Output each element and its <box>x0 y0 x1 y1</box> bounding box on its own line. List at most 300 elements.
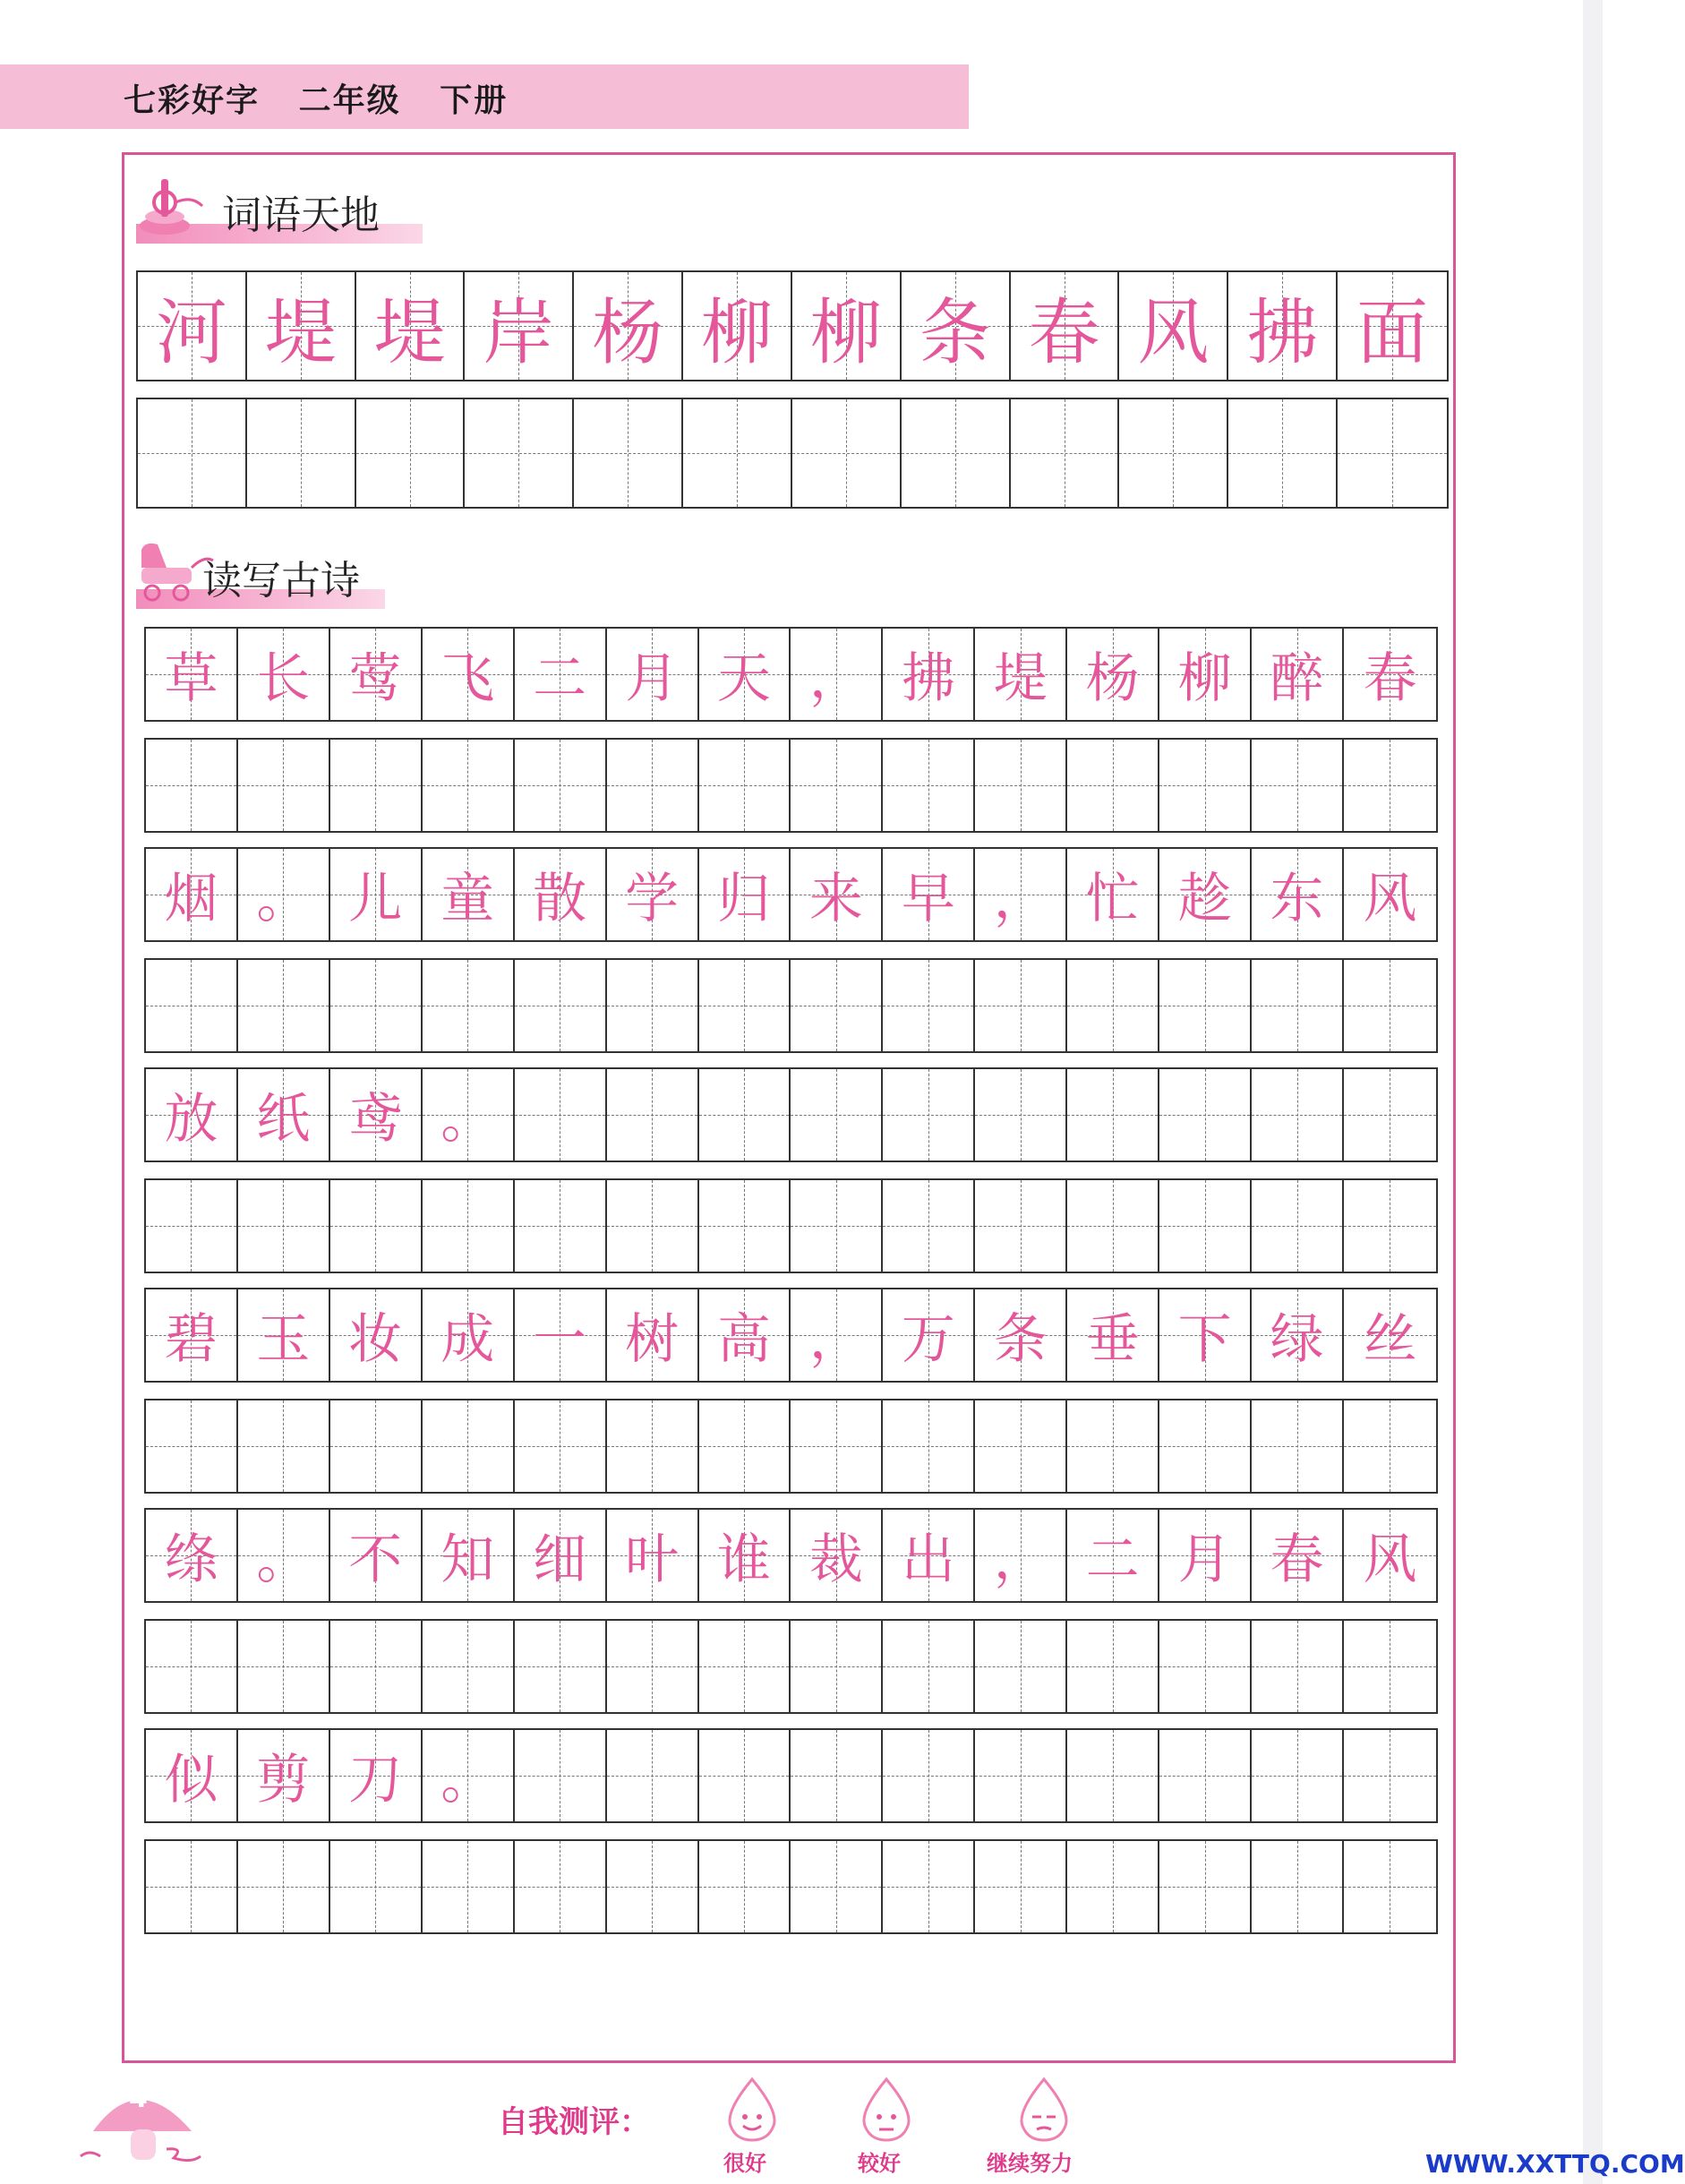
grid-cell[interactable] <box>975 740 1067 831</box>
grid-cell[interactable] <box>699 1510 791 1601</box>
grid-cell[interactable] <box>1067 1069 1159 1161</box>
grid-cell[interactable] <box>607 1510 699 1601</box>
grid-cell[interactable] <box>699 1180 791 1272</box>
page-header-title: 七彩好字 二年级 下册 <box>124 82 509 119</box>
grid-cell[interactable] <box>883 1510 975 1601</box>
grid-cell[interactable] <box>330 849 423 940</box>
grid-cell[interactable] <box>791 629 883 720</box>
poem-text-row <box>144 1728 1438 1823</box>
grid-cell[interactable] <box>1067 629 1159 720</box>
grid-char: 。 <box>440 1088 495 1151</box>
grid-cell[interactable] <box>883 1289 975 1381</box>
grid-cell[interactable] <box>515 849 607 940</box>
grid-cell[interactable] <box>607 1069 699 1161</box>
grid-char: 莺 <box>348 647 403 710</box>
page-number: 4 <box>129 2083 148 2114</box>
grid-cell[interactable] <box>607 960 699 1051</box>
grid-cell[interactable] <box>883 849 975 940</box>
grid-char: ， <box>808 647 863 710</box>
grid-cell[interactable] <box>465 272 574 380</box>
grid-cell[interactable] <box>574 272 683 380</box>
grid-char: 杨 <box>1085 647 1140 710</box>
grid-cell[interactable] <box>699 1400 791 1492</box>
grid-cell[interactable] <box>883 960 975 1051</box>
grid-cell[interactable] <box>515 960 607 1051</box>
grid-char: 飞 <box>440 647 495 710</box>
grid-cell[interactable] <box>1252 1730 1344 1821</box>
grid-cell[interactable] <box>883 1621 975 1712</box>
grid-cell[interactable] <box>423 960 515 1051</box>
grid-cell[interactable] <box>138 272 247 380</box>
poem-text-row <box>144 1508 1438 1603</box>
grid-char: 剪 <box>256 1749 311 1811</box>
grid-char: 条 <box>919 290 991 374</box>
grid-char: 不 <box>348 1529 403 1591</box>
grid-cell[interactable] <box>607 629 699 720</box>
grid-cell[interactable] <box>515 1841 607 1932</box>
grid-cell[interactable] <box>146 629 238 720</box>
grid-cell[interactable] <box>607 1621 699 1712</box>
eval-option-very-good[interactable] <box>716 2076 788 2174</box>
grid-cell[interactable] <box>238 1510 330 1601</box>
grid-cell[interactable] <box>515 1730 607 1821</box>
grid-char: 下 <box>1177 1308 1232 1371</box>
grid-cell[interactable] <box>146 740 238 831</box>
grid-cell[interactable] <box>238 1841 330 1932</box>
grid-char: 春 <box>1028 290 1100 374</box>
grid-cell[interactable] <box>1067 740 1159 831</box>
grid-char: 月 <box>625 647 680 710</box>
grid-cell[interactable] <box>515 1180 607 1272</box>
grid-char: 散 <box>533 868 587 930</box>
grid-cell[interactable] <box>356 272 466 380</box>
grid-cell[interactable] <box>1252 629 1344 720</box>
grid-cell[interactable] <box>1344 1841 1436 1932</box>
grid-cell[interactable] <box>1159 1400 1252 1492</box>
grid-char: 谁 <box>716 1529 771 1591</box>
grid-cell[interactable] <box>247 272 356 380</box>
grid-cell[interactable] <box>607 1841 699 1932</box>
grid-cell[interactable] <box>1252 740 1344 831</box>
grid-cell[interactable] <box>423 1841 515 1932</box>
grid-char: 。 <box>256 868 311 930</box>
grid-char: 。 <box>440 1749 495 1811</box>
grid-cell[interactable] <box>423 629 515 720</box>
grid-cell[interactable] <box>146 1730 238 1821</box>
grid-cell[interactable] <box>902 272 1011 380</box>
grid-cell[interactable] <box>791 1400 883 1492</box>
grid-cell[interactable] <box>791 1730 883 1821</box>
grid-cell[interactable] <box>975 1841 1067 1932</box>
grid-cell[interactable] <box>146 1289 238 1381</box>
grid-char: 拂 <box>1246 290 1319 374</box>
grid-cell[interactable] <box>791 740 883 831</box>
poem-practice-row <box>144 1399 1438 1494</box>
grid-cell[interactable] <box>1252 1841 1344 1932</box>
grid-cell[interactable] <box>330 1400 423 1492</box>
grid-cell[interactable] <box>515 1510 607 1601</box>
grid-cell[interactable] <box>1252 1510 1344 1601</box>
grid-char: 学 <box>625 868 680 930</box>
grid-cell[interactable] <box>574 399 683 507</box>
grid-char: 天 <box>716 647 771 710</box>
grid-cell[interactable] <box>607 1400 699 1492</box>
grid-cell[interactable] <box>1011 272 1120 380</box>
grid-char: 树 <box>625 1308 680 1371</box>
grid-char: 拂 <box>901 647 955 710</box>
grid-cell[interactable] <box>1159 960 1252 1051</box>
grid-cell[interactable] <box>1067 1730 1159 1821</box>
section-heading-vocab <box>136 176 423 244</box>
grid-cell[interactable] <box>1344 1730 1436 1821</box>
grid-cell[interactable] <box>902 399 1011 507</box>
grid-char: 春 <box>1270 1529 1324 1591</box>
grid-char: 烟 <box>164 868 218 930</box>
grid-cell[interactable] <box>423 740 515 831</box>
grid-cell[interactable] <box>1159 1621 1252 1712</box>
grid-cell[interactable] <box>423 1510 515 1601</box>
grid-cell[interactable] <box>423 1400 515 1492</box>
grid-char: ， <box>993 1529 1048 1591</box>
grid-cell[interactable] <box>1252 849 1344 940</box>
grid-cell[interactable] <box>883 1400 975 1492</box>
grid-char: 东 <box>1270 868 1324 930</box>
grid-cell[interactable] <box>975 629 1067 720</box>
grid-cell[interactable] <box>883 740 975 831</box>
grid-cell[interactable] <box>1344 1510 1436 1601</box>
grid-cell[interactable] <box>699 849 791 940</box>
grid-cell[interactable] <box>247 399 356 507</box>
poem-practice-row <box>144 1839 1438 1934</box>
grid-cell[interactable] <box>238 629 330 720</box>
grid-cell[interactable] <box>792 272 902 380</box>
grid-char: 丝 <box>1363 1308 1417 1371</box>
grid-cell[interactable] <box>1344 849 1436 940</box>
grid-cell[interactable] <box>975 1180 1067 1272</box>
grid-cell[interactable] <box>465 399 574 507</box>
grid-cell[interactable] <box>238 740 330 831</box>
grid-cell[interactable] <box>515 1289 607 1381</box>
grid-cell[interactable] <box>792 399 902 507</box>
grid-char: 碧 <box>164 1308 218 1371</box>
vocab-practice-row <box>136 398 1449 509</box>
grid-cell[interactable] <box>607 1730 699 1821</box>
grid-cell[interactable] <box>699 1841 791 1932</box>
grid-cell[interactable] <box>791 1289 883 1381</box>
grid-char: 河 <box>155 290 227 374</box>
grid-cell[interactable] <box>238 1400 330 1492</box>
grid-cell[interactable] <box>1344 1289 1436 1381</box>
spinning-top-icon <box>136 176 222 244</box>
grid-cell[interactable] <box>791 1841 883 1932</box>
grid-cell[interactable] <box>238 849 330 940</box>
grid-char: 归 <box>716 868 771 930</box>
grid-cell[interactable] <box>1067 849 1159 940</box>
grid-cell[interactable] <box>791 1510 883 1601</box>
grid-cell[interactable] <box>515 740 607 831</box>
grid-cell[interactable] <box>699 740 791 831</box>
vocab-grid-row <box>136 270 1449 381</box>
grid-cell[interactable] <box>975 1510 1067 1601</box>
grid-cell[interactable] <box>699 1730 791 1821</box>
happy-drop-icon <box>716 2076 788 2144</box>
grid-cell[interactable] <box>356 399 466 507</box>
grid-cell[interactable] <box>1159 1730 1252 1821</box>
grid-cell[interactable] <box>1159 1069 1252 1161</box>
grid-cell[interactable] <box>1159 740 1252 831</box>
grid-cell[interactable] <box>607 1180 699 1272</box>
grid-char: 童 <box>440 868 495 930</box>
grid-char: 出 <box>901 1529 955 1591</box>
grid-char: 草 <box>164 647 218 710</box>
grid-cell[interactable] <box>1228 272 1338 380</box>
grid-char: 知 <box>440 1529 495 1591</box>
grid-cell[interactable] <box>146 1621 238 1712</box>
grid-cell[interactable] <box>1067 1400 1159 1492</box>
grid-cell[interactable] <box>699 1069 791 1161</box>
grid-cell[interactable] <box>330 1510 423 1601</box>
grid-cell[interactable] <box>238 1180 330 1272</box>
section-heading-vocab-label: 词语天地 <box>222 193 380 238</box>
grid-cell[interactable] <box>423 1069 515 1161</box>
grid-cell[interactable] <box>423 1180 515 1272</box>
grid-cell[interactable] <box>607 1289 699 1381</box>
grid-cell[interactable] <box>699 960 791 1051</box>
poem-practice-row <box>144 1178 1438 1273</box>
grid-cell[interactable] <box>1067 960 1159 1051</box>
grid-char: 一 <box>533 1308 587 1371</box>
grid-char: 忙 <box>1085 868 1140 930</box>
right-edge-stripe <box>1583 0 1603 2184</box>
grid-cell[interactable] <box>699 1621 791 1712</box>
grid-cell[interactable] <box>146 1510 238 1601</box>
grid-cell[interactable] <box>1252 1289 1344 1381</box>
grid-char: 二 <box>1085 1529 1140 1591</box>
grid-cell[interactable] <box>515 1069 607 1161</box>
grid-cell[interactable] <box>883 1180 975 1272</box>
section-heading-poem-label: 读写古诗 <box>202 558 360 604</box>
poem-practice-row <box>144 1619 1438 1714</box>
grid-cell[interactable] <box>883 629 975 720</box>
grid-char: 杨 <box>592 290 664 374</box>
grid-cell[interactable] <box>975 1621 1067 1712</box>
grid-cell[interactable] <box>146 1069 238 1161</box>
grid-char: 绦 <box>164 1529 218 1591</box>
grid-cell[interactable] <box>330 1069 423 1161</box>
grid-cell[interactable] <box>1252 1069 1344 1161</box>
grid-cell[interactable] <box>330 740 423 831</box>
grid-char: 成 <box>440 1308 495 1371</box>
grid-char: 垂 <box>1085 1308 1140 1371</box>
poem-practice-row <box>144 958 1438 1053</box>
grid-cell[interactable] <box>883 1730 975 1821</box>
grid-char: 风 <box>1137 290 1210 374</box>
grid-cell[interactable] <box>238 1730 330 1821</box>
grid-char: 面 <box>1356 290 1429 374</box>
grid-char: 二 <box>533 647 587 710</box>
grid-cell[interactable] <box>975 849 1067 940</box>
grid-cell[interactable] <box>238 1621 330 1712</box>
grid-char: 堤 <box>373 290 446 374</box>
grid-char: 早 <box>901 868 955 930</box>
self-eval-label: 自我测评： <box>498 2104 650 2140</box>
grid-char: 放 <box>164 1088 218 1151</box>
grid-cell[interactable] <box>1228 399 1338 507</box>
grid-cell[interactable] <box>1119 399 1228 507</box>
grid-cell[interactable] <box>975 1730 1067 1821</box>
grid-cell[interactable] <box>1338 399 1447 507</box>
grid-char: 似 <box>164 1749 218 1811</box>
grid-cell[interactable] <box>146 1180 238 1272</box>
grid-cell[interactable] <box>791 849 883 940</box>
grid-cell[interactable] <box>238 960 330 1051</box>
grid-char: 纸 <box>256 1088 311 1151</box>
grid-cell[interactable] <box>1067 1621 1159 1712</box>
grid-char: ， <box>808 1308 863 1371</box>
grid-char: ， <box>993 868 1048 930</box>
eval-option-label: 很好 <box>723 2151 766 2176</box>
grid-cell[interactable] <box>791 1180 883 1272</box>
grid-cell[interactable] <box>699 629 791 720</box>
grid-cell[interactable] <box>146 849 238 940</box>
grid-cell[interactable] <box>1011 399 1120 507</box>
grid-cell[interactable] <box>146 960 238 1051</box>
grid-char: 刀 <box>348 1749 403 1811</box>
grid-char: 儿 <box>348 868 403 930</box>
grid-char: 醉 <box>1270 647 1324 710</box>
grid-cell[interactable] <box>1067 1289 1159 1381</box>
grid-char: 春 <box>1363 647 1417 710</box>
grid-cell[interactable] <box>1344 960 1436 1051</box>
grid-char: 绿 <box>1270 1308 1324 1371</box>
grid-cell[interactable] <box>1159 849 1252 940</box>
grid-cell[interactable] <box>423 849 515 940</box>
grid-cell[interactable] <box>883 1841 975 1932</box>
grid-cell[interactable] <box>423 1730 515 1821</box>
grid-char: 堤 <box>264 290 337 374</box>
poem-text-row <box>144 1288 1438 1383</box>
poem-text-row <box>144 627 1438 722</box>
grid-char: 风 <box>1363 868 1417 930</box>
grid-cell[interactable] <box>975 1289 1067 1381</box>
grid-cell[interactable] <box>330 1289 423 1381</box>
grid-char: 来 <box>808 868 863 930</box>
grid-char: 妆 <box>348 1308 403 1371</box>
grid-char: 。 <box>256 1529 311 1591</box>
eval-option-label: 继续努力 <box>987 2151 1073 2176</box>
grid-cell[interactable] <box>330 1180 423 1272</box>
grid-char: 玉 <box>256 1308 311 1371</box>
grid-char: 细 <box>533 1529 587 1591</box>
grid-char: 风 <box>1363 1529 1417 1591</box>
grid-char: 趁 <box>1177 868 1232 930</box>
grid-cell[interactable] <box>791 960 883 1051</box>
poem-practice-row <box>144 738 1438 833</box>
grid-cell[interactable] <box>138 399 247 507</box>
grid-cell[interactable] <box>330 629 423 720</box>
grid-cell[interactable] <box>1344 1180 1436 1272</box>
grid-cell[interactable] <box>607 740 699 831</box>
grid-cell[interactable] <box>238 1289 330 1381</box>
grid-cell[interactable] <box>146 1400 238 1492</box>
grid-char: 条 <box>993 1308 1048 1371</box>
grid-char: 裁 <box>808 1529 863 1591</box>
grid-cell[interactable] <box>1067 1841 1159 1932</box>
grid-cell[interactable] <box>975 960 1067 1051</box>
grid-cell[interactable] <box>1159 1510 1252 1601</box>
neutral-drop-icon <box>851 2076 922 2144</box>
grid-cell[interactable] <box>1344 1621 1436 1712</box>
grid-char: 柳 <box>701 290 774 374</box>
site-watermark: WWW.XXTTQ.COM <box>1425 2149 1685 2179</box>
grid-cell[interactable] <box>330 1841 423 1932</box>
grid-char: 高 <box>716 1308 771 1371</box>
grid-cell[interactable] <box>1067 1180 1159 1272</box>
grid-cell[interactable] <box>1252 1400 1344 1492</box>
grid-cell[interactable] <box>683 399 792 507</box>
grid-cell[interactable] <box>1338 272 1447 380</box>
grid-cell[interactable] <box>1344 629 1436 720</box>
grid-cell[interactable] <box>515 629 607 720</box>
grid-char: 叶 <box>625 1529 680 1591</box>
grid-cell[interactable] <box>146 1841 238 1932</box>
grid-cell[interactable] <box>975 1400 1067 1492</box>
grid-cell[interactable] <box>1067 1510 1159 1601</box>
grid-cell[interactable] <box>515 1621 607 1712</box>
grid-cell[interactable] <box>1344 740 1436 831</box>
grid-cell[interactable] <box>791 1621 883 1712</box>
grid-char: 鸢 <box>348 1088 403 1151</box>
mushroom-page-icon <box>75 2077 254 2167</box>
grid-char: 柳 <box>809 290 882 374</box>
grid-cell[interactable] <box>1159 1180 1252 1272</box>
grid-cell[interactable] <box>1252 1180 1344 1272</box>
grid-char: 长 <box>256 647 311 710</box>
grid-cell[interactable] <box>423 1621 515 1712</box>
grid-cell[interactable] <box>1344 1069 1436 1161</box>
grid-cell[interactable] <box>1344 1400 1436 1492</box>
grid-char: 月 <box>1177 1529 1232 1591</box>
grid-cell[interactable] <box>683 272 792 380</box>
eval-option-good[interactable] <box>851 2076 922 2174</box>
grid-cell[interactable] <box>330 960 423 1051</box>
grid-cell[interactable] <box>330 1730 423 1821</box>
grid-char: 堤 <box>993 647 1048 710</box>
grid-cell[interactable] <box>1119 272 1228 380</box>
grid-cell[interactable] <box>883 1069 975 1161</box>
grid-cell[interactable] <box>1159 1841 1252 1932</box>
poem-text-row <box>144 1067 1438 1162</box>
eval-option-label: 较好 <box>858 2151 901 2176</box>
grid-cell[interactable] <box>1252 960 1344 1051</box>
grid-cell[interactable] <box>1159 629 1252 720</box>
eval-option-keep-trying[interactable] <box>985 2076 1101 2174</box>
grid-cell[interactable] <box>1252 1621 1344 1712</box>
grid-cell[interactable] <box>423 1289 515 1381</box>
grid-cell[interactable] <box>975 1069 1067 1161</box>
poem-text-row <box>144 847 1438 942</box>
section-heading-poem <box>136 541 385 609</box>
grid-cell[interactable] <box>330 1621 423 1712</box>
grid-cell[interactable] <box>607 849 699 940</box>
grid-char: 柳 <box>1177 647 1232 710</box>
grid-cell[interactable] <box>238 1069 330 1161</box>
grid-cell[interactable] <box>699 1289 791 1381</box>
grid-cell[interactable] <box>791 1069 883 1161</box>
grid-cell[interactable] <box>1159 1289 1252 1381</box>
sleepy-drop-icon <box>1008 2076 1080 2144</box>
grid-cell[interactable] <box>515 1400 607 1492</box>
